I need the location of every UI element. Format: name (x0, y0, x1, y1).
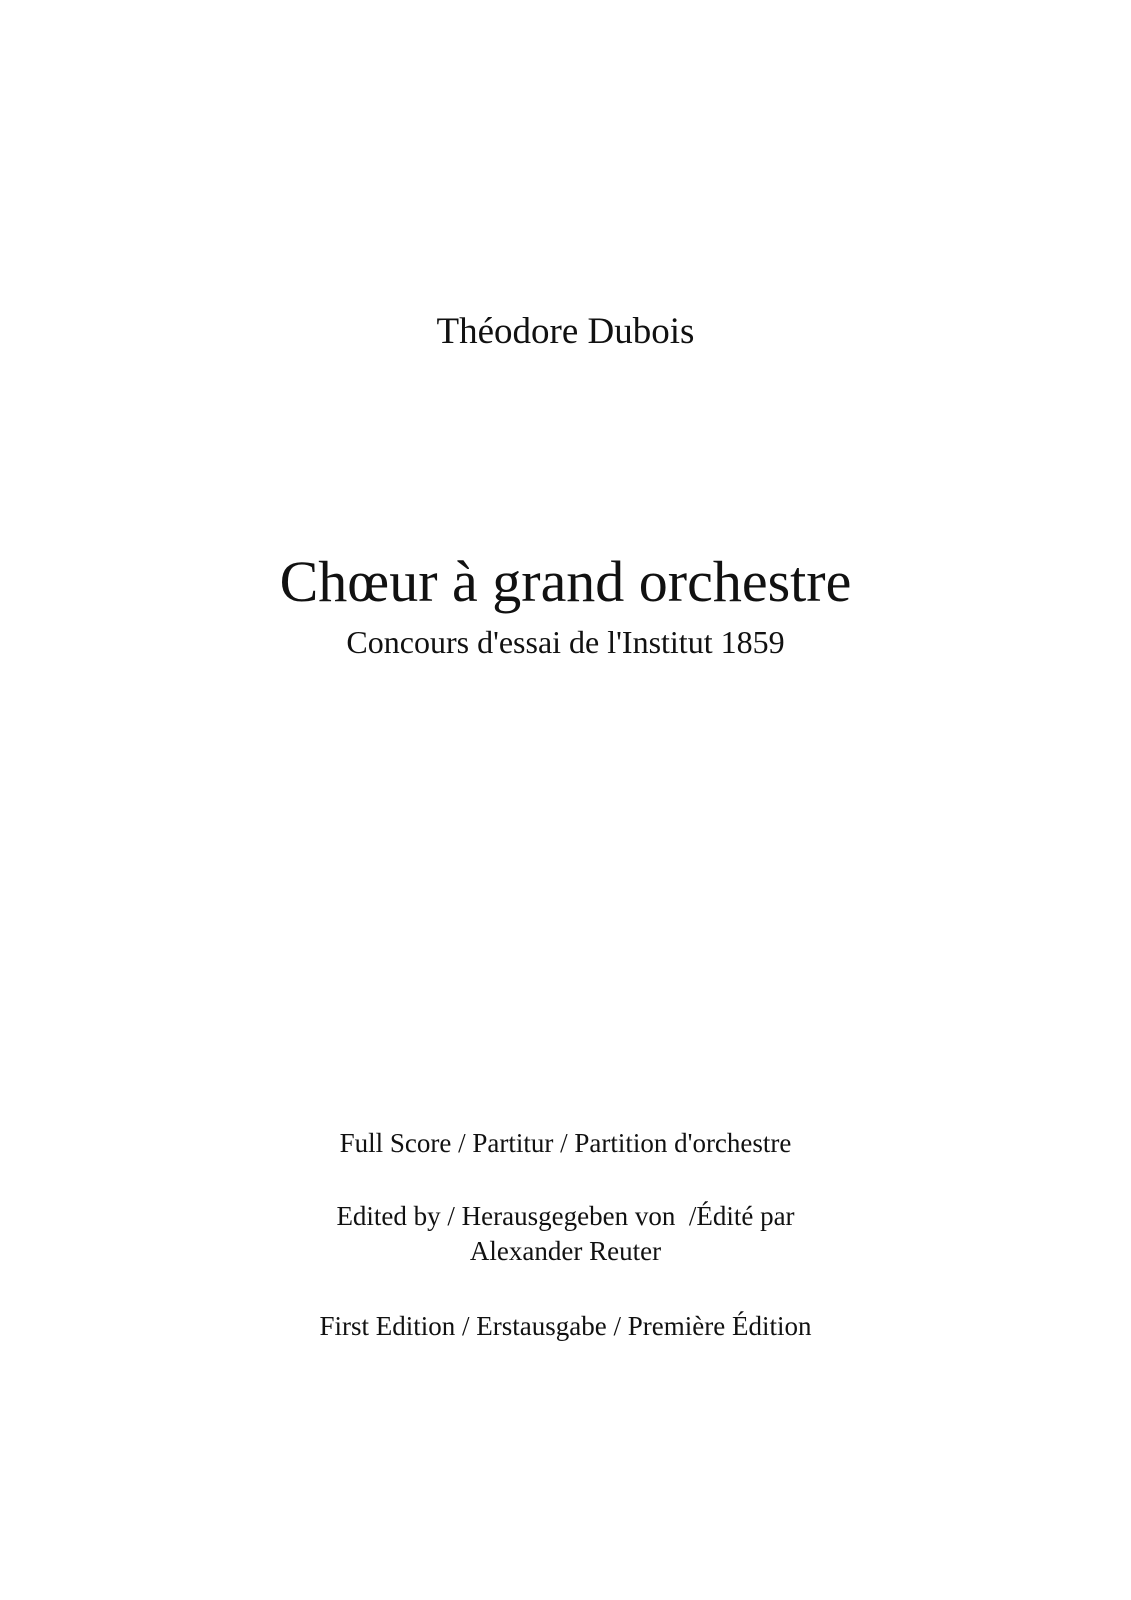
composer-name: Théodore Dubois (436, 311, 695, 352)
work-title: Chœur à grand orchestre (279, 549, 852, 614)
work-subtitle: Concours d'essai de l'Institut 1859 (346, 624, 785, 660)
edition-line: First Edition / Erstausgabe / Première Édition (319, 1311, 812, 1341)
score-type-line: Full Score / Partitur / Partition d'orchestre (339, 1128, 792, 1158)
edited-by-line: Edited by / Herausgegeben von /Édité par (336, 1201, 795, 1231)
editor-name: Alexander Reuter (469, 1236, 662, 1266)
